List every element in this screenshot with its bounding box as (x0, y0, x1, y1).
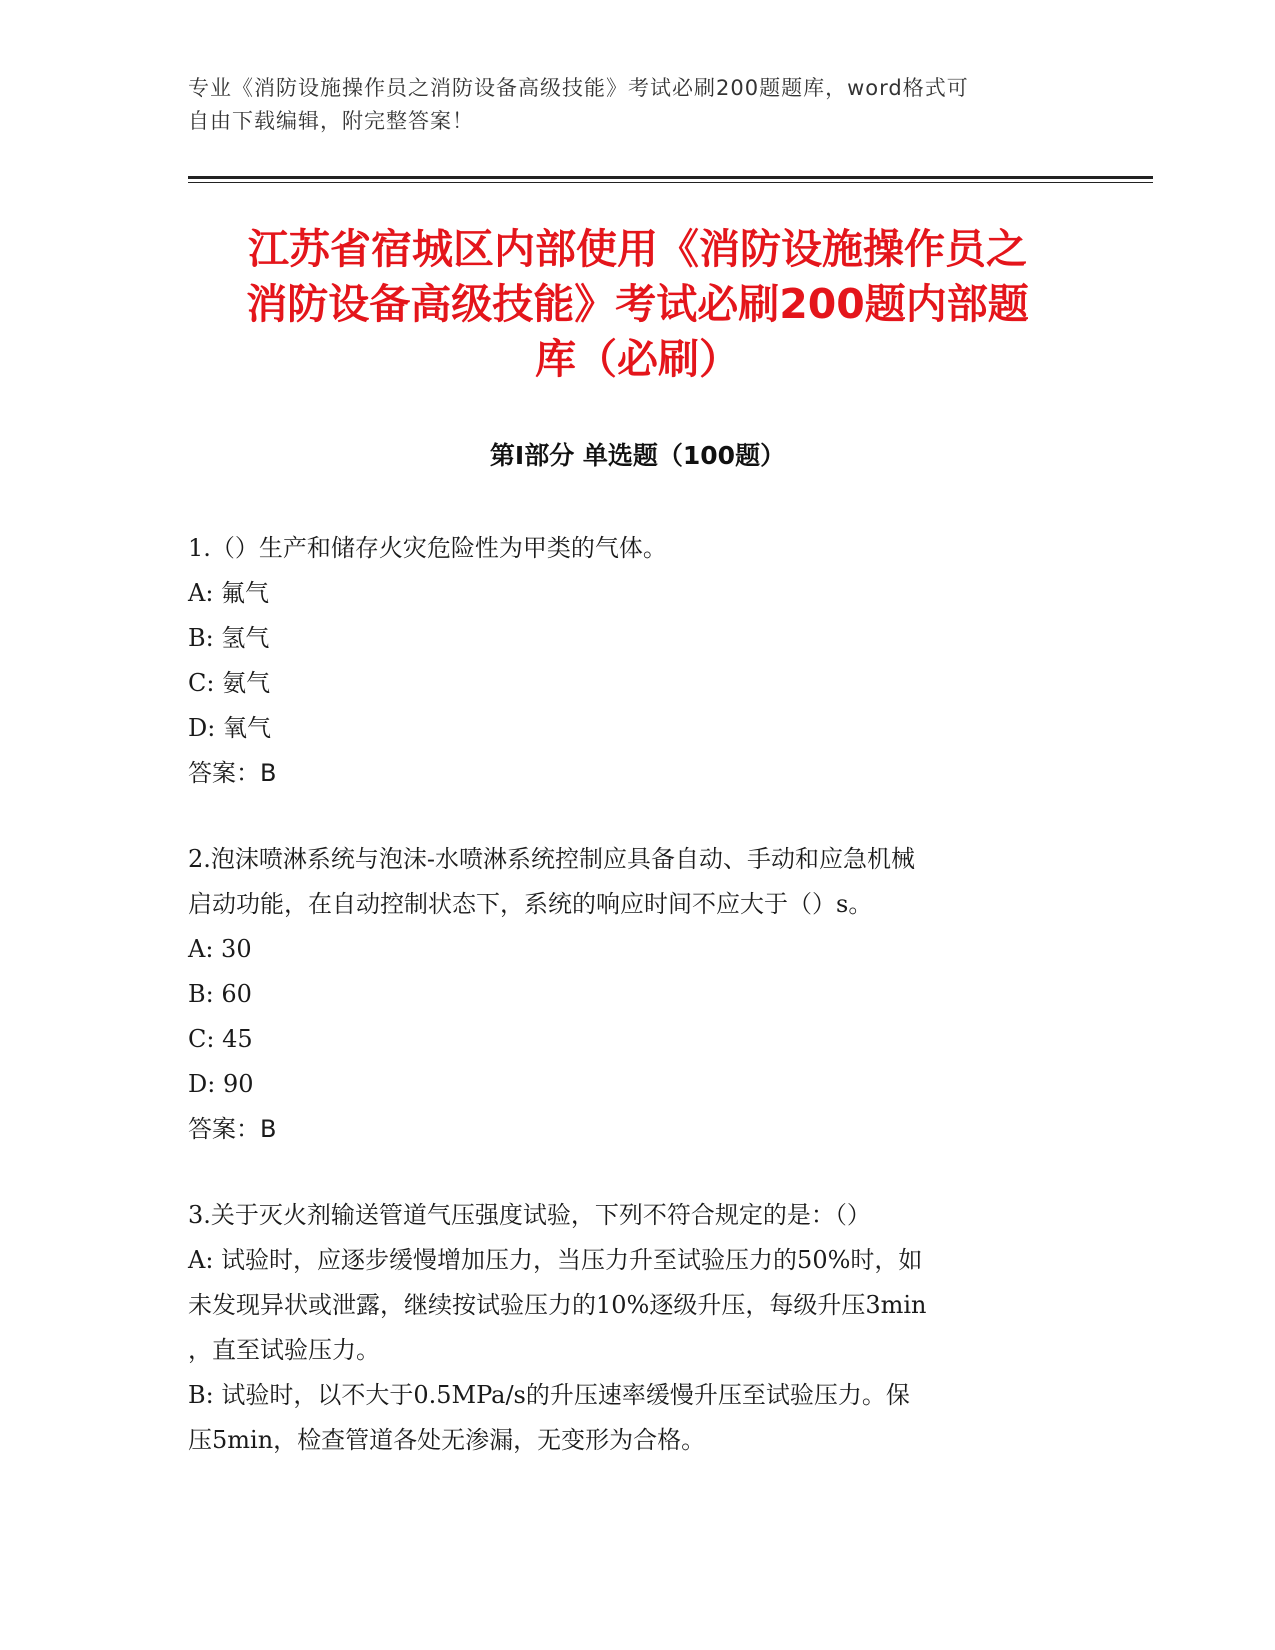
answer-label: 答案：B (188, 1115, 277, 1143)
option-a: ，直至试验压力。 (188, 1336, 380, 1364)
option-b: B: 60 (188, 980, 252, 1008)
header-divider-thick (188, 176, 1153, 179)
question-3 (188, 1193, 1088, 1463)
question-stem: 1.（）生产和储存火灾危险性为甲类的气体。 (188, 534, 667, 562)
question-1 (188, 526, 1088, 796)
question-2 (188, 837, 1088, 1152)
option-c: C: 45 (188, 1025, 253, 1053)
question-list (188, 526, 1088, 1504)
header-note (188, 72, 1078, 138)
option-d: D: 90 (188, 1070, 254, 1098)
option-a: A: 氟气 (188, 579, 270, 607)
option-a: A: 试验时，应逐步缓慢增加压力，当压力升至试验压力的50%时，如 (188, 1246, 923, 1274)
option-b: 压5min，检查管道各处无渗漏，无变形为合格。 (188, 1426, 706, 1454)
title-line: 消防设备高级技能》考试必刷200题内部题 (246, 280, 1029, 328)
header-note-line: 专业《消防设施操作员之消防设备高级技能》考试必刷200题题库，word格式可 (188, 76, 969, 100)
option-c: C: 氨气 (188, 669, 271, 697)
title-line: 江苏省宿城区内部使用《消防设施操作员之 (248, 225, 1027, 273)
answer-label: 答案：B (188, 759, 277, 787)
document-title (170, 222, 1105, 387)
question-stem: 2.泡沫喷淋系统与泡沫-水喷淋系统控制应具备自动、手动和应急机械 (188, 845, 916, 873)
option-b: B: 试验时，以不大于0.5MPa/s的升压速率缓慢升压至试验压力。保 (188, 1381, 910, 1409)
option-b: B: 氢气 (188, 624, 270, 652)
header-divider-thin (188, 182, 1153, 183)
title-line: 库（必刷） (535, 335, 740, 383)
header-note-line: 自由下载编辑，附完整答案！ (188, 109, 474, 133)
option-d: D: 氧气 (188, 714, 271, 742)
option-a: A: 30 (188, 935, 252, 963)
section-heading: 第Ⅰ部分 单选题（100题） (489, 441, 786, 470)
option-a: 未发现异状或泄露，继续按试验压力的10%逐级升压，每级升压3min (188, 1291, 927, 1319)
question-stem: 启动功能，在自动控制状态下，系统的响应时间不应大于（）s。 (188, 890, 873, 918)
question-stem: 3.关于灭火剂输送管道气压强度试验，下列不符合规定的是：（） (188, 1201, 871, 1229)
